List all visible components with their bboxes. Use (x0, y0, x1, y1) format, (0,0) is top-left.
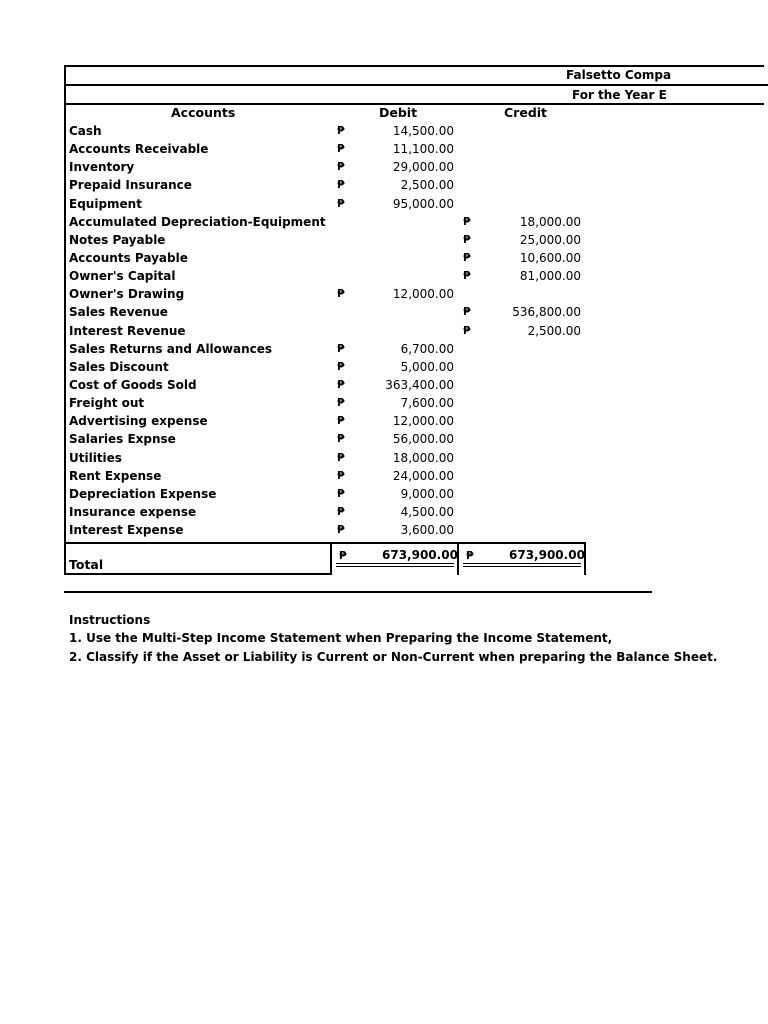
debit-peso-symbol: ₱ (337, 396, 345, 410)
credit-total-double-underline-2 (463, 566, 581, 567)
total-underline (64, 573, 332, 575)
period-title: For the Year E (572, 88, 667, 102)
credit-total-amount: 673,900.00 (509, 548, 585, 562)
table-row (0, 195, 768, 213)
account-name: Depreciation Expense (69, 486, 217, 501)
debit-amount: 7,600.00 (400, 396, 454, 411)
table-row (0, 467, 768, 485)
account-name: Rent Expense (69, 468, 162, 483)
account-name: Sales Returns and Allowances (69, 341, 273, 356)
table-row (0, 176, 768, 194)
table-row (0, 231, 768, 249)
debit-peso-symbol: ₱ (337, 160, 345, 174)
debit-peso-symbol: ₱ (337, 450, 345, 464)
debit-total-left-border (330, 544, 332, 575)
credit-peso-symbol: ₱ (463, 214, 471, 228)
account-name: Sales Discount (69, 359, 169, 374)
account-name: Cash (69, 124, 102, 138)
table-row (0, 412, 768, 430)
credit-total-double-underline-1 (463, 563, 581, 564)
debit-amount: 6,700.00 (400, 341, 454, 356)
credit-total-peso-symbol: ₱ (466, 549, 474, 562)
debit-amount: 9,000.00 (400, 486, 454, 501)
debit-amount: 18,000.00 (392, 450, 454, 465)
account-name: Sales Revenue (69, 305, 168, 320)
table-row (0, 249, 768, 267)
account-name: Interest Expense (69, 523, 184, 538)
account-name: Notes Payable (69, 232, 166, 247)
debit-peso-symbol: ₱ (337, 142, 345, 156)
table-row (0, 285, 768, 303)
account-name: Freight out (69, 396, 145, 411)
table-row (0, 158, 768, 176)
debit-amount: 4,500.00 (400, 504, 454, 519)
credit-amount: 10,600.00 (519, 250, 581, 265)
debit-header: Debit (379, 105, 418, 120)
debit-peso-symbol: ₱ (337, 414, 345, 428)
debit-amount: 363,400.00 (385, 377, 454, 392)
account-name: Prepaid Insurance (69, 178, 192, 193)
credit-peso-symbol: ₱ (463, 250, 471, 264)
account-name: Advertising expense (69, 414, 208, 429)
instructions-title: Instructions (69, 613, 151, 627)
table-row (0, 449, 768, 467)
credit-header: Credit (504, 105, 548, 120)
table-row (0, 213, 768, 231)
credit-amount: 81,000.00 (519, 269, 581, 284)
debit-amount: 24,000.00 (392, 468, 454, 483)
account-name: Owner's Capital (69, 269, 176, 284)
account-name: Accounts Receivable (69, 142, 209, 157)
debit-peso-symbol: ₱ (337, 124, 345, 137)
credit-peso-symbol: ₱ (463, 232, 471, 246)
debit-peso-symbol: ₱ (337, 178, 345, 192)
debit-peso-symbol: ₱ (337, 377, 345, 391)
debit-peso-symbol: ₱ (337, 359, 345, 373)
debit-amount: 29,000.00 (392, 160, 454, 175)
credit-peso-symbol: ₱ (463, 323, 471, 337)
debit-peso-symbol: ₱ (337, 341, 345, 355)
credit-peso-symbol: ₱ (463, 305, 471, 319)
account-name: Insurance expense (69, 504, 197, 519)
debit-peso-symbol: ₱ (337, 486, 345, 500)
debit-peso-symbol: ₱ (337, 523, 345, 537)
debit-peso-symbol: ₱ (337, 468, 345, 482)
company-name: Falsetto Compa (566, 68, 672, 82)
account-name: Salaries Expnse (69, 432, 176, 447)
debit-total-peso-symbol: ₱ (339, 549, 347, 562)
table-row (0, 322, 768, 340)
table-row (0, 394, 768, 412)
credit-peso-symbol: ₱ (463, 269, 471, 283)
account-name: Cost of Goods Sold (69, 377, 197, 392)
account-name: Accounts Payable (69, 250, 188, 265)
debit-peso-symbol: ₱ (337, 504, 345, 518)
section-separator (64, 591, 652, 593)
instruction-item-1: 1. Use the Multi-Step Income Statement when Preparing the Income Statement, (69, 631, 613, 645)
account-name: Equipment (69, 196, 142, 211)
accounts-header: Accounts (171, 105, 236, 120)
account-name: Owner's Drawing (69, 287, 185, 302)
table-row (0, 140, 768, 158)
debit-amount: 5,000.00 (400, 359, 454, 374)
table-row (0, 267, 768, 285)
total-label: Total (69, 557, 104, 572)
debit-amount: 56,000.00 (392, 432, 454, 447)
account-rows (0, 122, 768, 539)
debit-total-double-underline-1 (336, 563, 454, 564)
table-row (0, 485, 768, 503)
debit-amount: 12,000.00 (392, 287, 454, 302)
debit-amount: 12,000.00 (392, 414, 454, 429)
debit-peso-symbol: ₱ (337, 287, 345, 301)
table-row (0, 430, 768, 448)
table-row (0, 503, 768, 521)
debit-total-amount: 673,900.00 (382, 548, 458, 562)
table-row (0, 376, 768, 394)
credit-amount: 18,000.00 (519, 214, 581, 229)
credit-amount: 536,800.00 (512, 305, 581, 320)
debit-amount: 3,600.00 (400, 523, 454, 538)
debit-peso-symbol: ₱ (337, 432, 345, 446)
table-row (0, 521, 768, 539)
debit-amount: 14,500.00 (392, 124, 454, 138)
table-row (0, 303, 768, 321)
debit-amount: 95,000.00 (392, 196, 454, 211)
debit-amount: 11,100.00 (392, 142, 454, 157)
credit-amount: 25,000.00 (519, 232, 581, 247)
debit-total-double-underline-2 (336, 566, 454, 567)
credit-amount: 2,500.00 (527, 323, 581, 338)
account-name: Inventory (69, 160, 135, 175)
table-row (0, 122, 768, 140)
account-name: Accumulated Depreciation-Equipment (69, 214, 326, 229)
debit-amount: 2,500.00 (400, 178, 454, 193)
account-name: Interest Revenue (69, 323, 186, 338)
total-row (64, 544, 586, 575)
table-row (0, 358, 768, 376)
instruction-item-2: 2. Classify if the Asset or Liability is Current or Non-Current when preparing the Balance Sheet. (69, 650, 718, 664)
debit-peso-symbol: ₱ (337, 196, 345, 210)
title-divider (64, 84, 768, 86)
table-row (0, 340, 768, 358)
account-name: Utilities (69, 450, 122, 465)
